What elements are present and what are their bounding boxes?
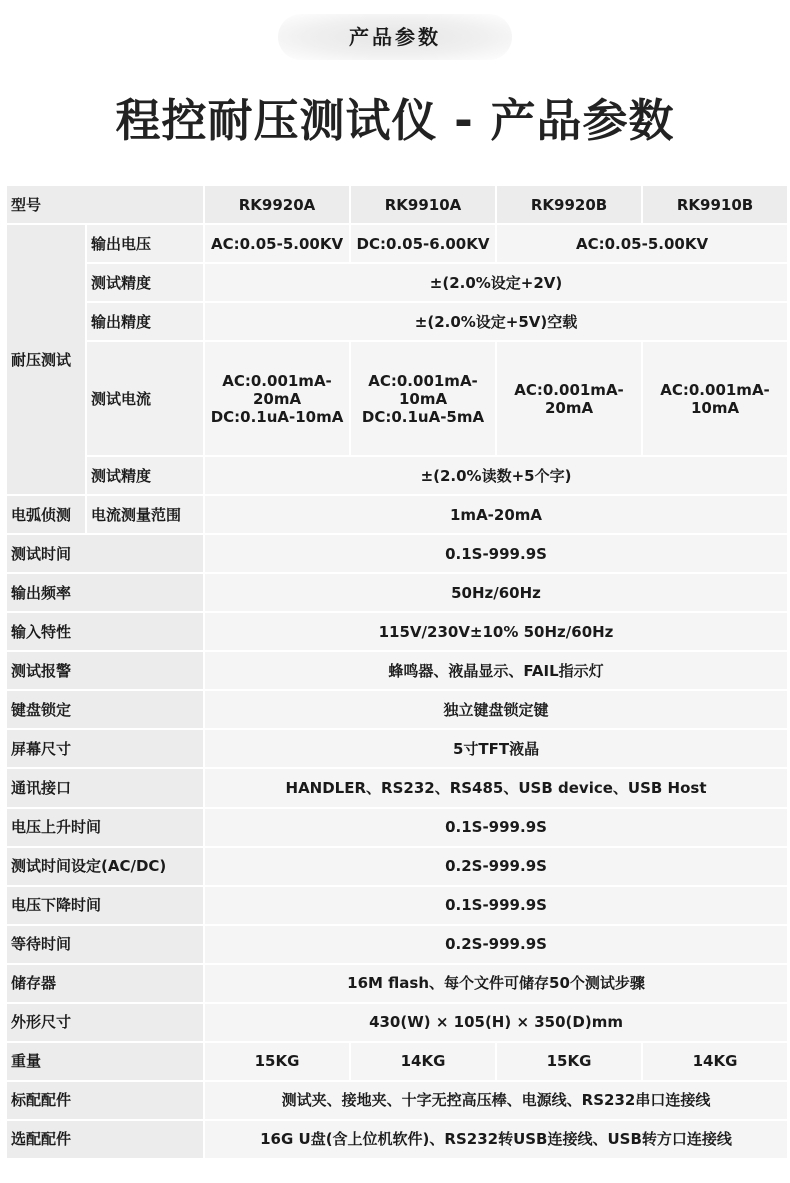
- row-label: 通讯接口: [7, 769, 203, 806]
- row-label: 电压下降时间: [7, 887, 203, 924]
- cell-line: AC:0.001mA-: [660, 380, 770, 399]
- table-row: [7, 691, 787, 728]
- cell-line: 20mA: [544, 398, 594, 417]
- table-row: [7, 574, 787, 611]
- cell-value: [643, 342, 787, 455]
- table-row-output-voltage: [7, 225, 787, 262]
- table-row: [7, 965, 787, 1002]
- cell-value: AC:0.05-5.00KV: [497, 225, 787, 262]
- model-name: RK9920B: [497, 186, 641, 223]
- model-name: RK9920A: [205, 186, 349, 223]
- cell-value: 0.1S-999.9S: [205, 809, 787, 846]
- spec-table: [5, 184, 789, 1160]
- cell-value: ±(2.0%读数+5个字): [205, 457, 787, 494]
- cell-value: 测试夹、接地夹、十字无控高压棒、电源线、RS232串口连接线: [205, 1082, 787, 1119]
- cell-line: 20mA: [252, 389, 302, 408]
- row-label: 输出频率: [7, 574, 203, 611]
- table-row-weight: [7, 1043, 787, 1080]
- table-row: [7, 926, 787, 963]
- table-row-current-accuracy: [7, 457, 787, 494]
- row-label: 测试时间设定(AC/DC): [7, 848, 203, 885]
- table-row: [7, 613, 787, 650]
- table-row-model: [7, 186, 787, 223]
- row-label: 屏幕尺寸: [7, 730, 203, 767]
- row-label: 测试精度: [87, 457, 203, 494]
- cell-value: 蜂鸣器、液晶显示、FAIL指示灯: [205, 652, 787, 689]
- page-title: 程控耐压测试仪 - 产品参数: [115, 94, 675, 147]
- cell-line: DC:0.1uA-10mA: [210, 407, 344, 426]
- table-row-test-current: [7, 342, 787, 455]
- row-label: 外形尺寸: [7, 1004, 203, 1041]
- row-label: 输出电压: [87, 225, 203, 262]
- table-row: [7, 809, 787, 846]
- row-label: 标配配件: [7, 1082, 203, 1119]
- section-tag: [0, 0, 790, 78]
- table-row-standard-accessories: [7, 1082, 787, 1119]
- row-label: 输出精度: [87, 303, 203, 340]
- cell-value: [205, 342, 349, 455]
- model-name: RK9910A: [351, 186, 495, 223]
- cell-value: [351, 342, 495, 455]
- table-row-optional-accessories: [7, 1121, 787, 1158]
- row-label: 键盘锁定: [7, 691, 203, 728]
- table-row-output-accuracy: [7, 303, 787, 340]
- cell-line: AC:0.001mA-: [222, 371, 332, 390]
- cell-value: 430(W) × 105(H) × 350(D)mm: [205, 1004, 787, 1041]
- table-row: [7, 887, 787, 924]
- section-tag-text: 产品参数: [349, 25, 441, 49]
- model-label: 型号: [7, 186, 203, 223]
- cell-value: ±(2.0%设定+2V): [205, 264, 787, 301]
- cell-value: 0.2S-999.9S: [205, 926, 787, 963]
- cell-value: DC:0.05-6.00KV: [351, 225, 495, 262]
- table-row: [7, 769, 787, 806]
- cell-value: 5寸TFT液晶: [205, 730, 787, 767]
- cell-value: 16G U盘(含上位机软件)、RS232转USB连接线、USB转方口连接线: [205, 1121, 787, 1158]
- table-row: [7, 652, 787, 689]
- table-row-test-accuracy: [7, 264, 787, 301]
- model-name: RK9910B: [643, 186, 787, 223]
- cell-value: 0.1S-999.9S: [205, 535, 787, 572]
- cell-value: 独立键盘锁定键: [205, 691, 787, 728]
- row-label: 输入特性: [7, 613, 203, 650]
- cell-line: 10mA: [398, 389, 448, 408]
- table-row: [7, 848, 787, 885]
- row-label: 测试报警: [7, 652, 203, 689]
- table-row: [7, 730, 787, 767]
- table-row-arc: [7, 496, 787, 533]
- cell-value: 16M flash、每个文件可储存50个测试步骤: [205, 965, 787, 1002]
- row-label: 电流测量范围: [87, 496, 203, 533]
- cell-line: AC:0.001mA-: [514, 380, 624, 399]
- row-label: 等待时间: [7, 926, 203, 963]
- cell-value: 0.2S-999.9S: [205, 848, 787, 885]
- cell-value: [497, 342, 641, 455]
- cell-value: 15KG: [205, 1043, 349, 1080]
- row-label: 重量: [7, 1043, 203, 1080]
- cell-line: DC:0.1uA-5mA: [361, 407, 485, 426]
- table-row: [7, 1004, 787, 1041]
- row-label: 电压上升时间: [7, 809, 203, 846]
- row-label: 测试时间: [7, 535, 203, 572]
- withstand-group-label: 耐压测试: [7, 225, 85, 494]
- table-row: [7, 535, 787, 572]
- arc-group-label: 电弧侦测: [7, 496, 85, 533]
- cell-value: 115V/230V±10% 50Hz/60Hz: [205, 613, 787, 650]
- row-label: 储存器: [7, 965, 203, 1002]
- row-label: 测试电流: [87, 342, 203, 455]
- cell-value: ±(2.0%设定+5V)空载: [205, 303, 787, 340]
- cell-value: 15KG: [497, 1043, 641, 1080]
- cell-value: 14KG: [351, 1043, 495, 1080]
- cell-value: 14KG: [643, 1043, 787, 1080]
- cell-value: AC:0.05-5.00KV: [205, 225, 349, 262]
- cell-line: AC:0.001mA-: [368, 371, 478, 390]
- cell-line: 10mA: [690, 398, 740, 417]
- cell-value: 1mA-20mA: [205, 496, 787, 533]
- row-label: 测试精度: [87, 264, 203, 301]
- cell-value: 50Hz/60Hz: [205, 574, 787, 611]
- cell-value: 0.1S-999.9S: [205, 887, 787, 924]
- row-label: 选配配件: [7, 1121, 203, 1158]
- cell-value: HANDLER、RS232、RS485、USB device、USB Host: [205, 769, 787, 806]
